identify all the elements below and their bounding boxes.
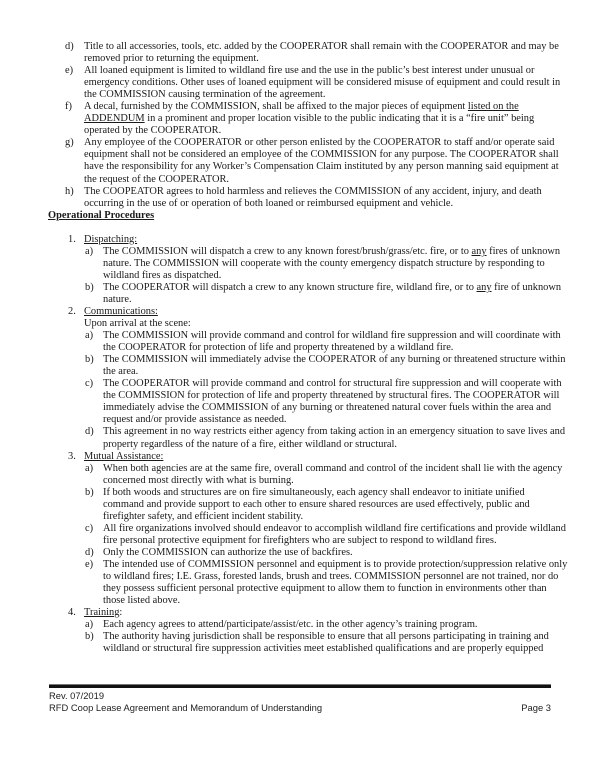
clause-label: e) bbox=[65, 65, 74, 77]
item-text: The COMMISSION will provide command and control for wildland fire suppression and will coordinate with the COOPERATOR for protection of life and property threatened by a wildland fire. bbox=[103, 330, 561, 354]
mutual-item-e bbox=[48, 559, 568, 607]
section-heading: Operational Procedures bbox=[48, 209, 155, 221]
section-title-suffix: : bbox=[119, 607, 123, 619]
clause-label: h) bbox=[65, 185, 74, 197]
communications-item-b bbox=[48, 354, 568, 378]
clause-label: f) bbox=[65, 101, 72, 113]
item-text: The authority having jurisdiction shall be responsible to ensure that all persons participating in training and wildland or structural fire suppression activities meet established qualifications and are properly equipped bbox=[103, 631, 549, 655]
item-label: d) bbox=[85, 426, 94, 438]
item-text: The intended use of COMMISSION personnel and equipment is to provide protection/suppression relative only to wildland fires; I.E. Grass, forested lands, brush and trees. COMMISSION personnel are not trained, nor do they possess sufficient personal protective equipment to allow them to function in environments other than those listed above. bbox=[103, 558, 568, 607]
item-underlined-text: any bbox=[471, 245, 487, 257]
document-body bbox=[48, 41, 568, 655]
item-label: a) bbox=[85, 330, 94, 342]
item-text: All fire organizations involved should endeavor to accomplish wildland fire certifications and provide wildland fire personal protective equipment for firefighters who are subject to respond to wildland fires. bbox=[103, 522, 566, 546]
item-label: a) bbox=[85, 462, 94, 474]
footer-revision: Rev. 07/2019 bbox=[49, 690, 105, 701]
footer-divider bbox=[49, 685, 551, 688]
item-label: c) bbox=[85, 522, 94, 534]
clause-e bbox=[48, 65, 568, 101]
item-label: b) bbox=[85, 486, 94, 498]
section-title: Dispatching: bbox=[84, 233, 138, 245]
item-text: The COMMISSION will immediately advise the COOPERATOR of any burning or threatened structure within the area. bbox=[103, 354, 566, 378]
item-text: The COOPERATOR will provide command and control for structural fire suppression and will cooperate with the COMMISSION for protection of life and property threatened by structural fires. The COOPERATOR will immediately advise the COMMISSION of any burning or threatened natural cover fuels within the area and request and/or provide assistance as needed. bbox=[103, 378, 562, 426]
item-label: c) bbox=[85, 378, 94, 390]
communications-item-d bbox=[48, 426, 568, 450]
item-text: When both agencies are at the same fire, overall command and control of the incident shall lie with the agency concerned most directly with what is burning. bbox=[103, 462, 563, 486]
item-label: e) bbox=[85, 558, 94, 570]
item-text: fires of unknown nature. The COMMISSION will cooperate with the county emergency dispatch structure by responding to wildland fires as dispatched. bbox=[103, 245, 561, 281]
clause-text: Title to all accessories, tools, etc. added by the COOPERATOR shall remain with the COOPERATOR and may be removed prior to returning the equipment. bbox=[84, 41, 559, 65]
item-label: d) bbox=[85, 546, 94, 558]
clause-g bbox=[48, 137, 568, 185]
clause-underlined-text: listed on the ADDENDUM bbox=[84, 101, 519, 125]
section-communications bbox=[48, 306, 568, 318]
training-item-a bbox=[48, 619, 568, 631]
section-number: 3. bbox=[68, 450, 76, 462]
dispatching-item-a bbox=[48, 246, 568, 282]
communications-item-c bbox=[48, 378, 568, 426]
mutual-item-a bbox=[48, 463, 568, 487]
clause-text: The COOPEATOR agrees to hold harmless and relieves the COMMISSION of any accident, injury, and death occurring in the use of or operation of both loaned or reimbursed equipment and vehicle. bbox=[84, 185, 542, 209]
item-label: b) bbox=[85, 631, 94, 643]
section-training bbox=[48, 607, 568, 619]
clause-label: d) bbox=[65, 41, 74, 52]
dispatching-item-b bbox=[48, 282, 568, 306]
item-text: Each agency agrees to attend/participate/assist/etc. in the other agency’s training program. bbox=[103, 619, 478, 631]
item-text: Only the COMMISSION can authorize the use of backfires. bbox=[103, 546, 353, 558]
page-footer bbox=[49, 690, 551, 714]
page-number: Page 3 bbox=[521, 702, 551, 713]
footer-title: RFD Coop Lease Agreement and Memorandum of Understanding bbox=[49, 702, 323, 713]
training-item-b bbox=[48, 631, 568, 655]
section-title: Mutual Assistance: bbox=[84, 450, 164, 462]
clause-text: in a prominent and proper location visible to the public indicating that it is a “fire unit” being operated by the COOPERATOR. bbox=[84, 113, 535, 137]
section-title: Training bbox=[84, 607, 120, 619]
clause-text: A decal, furnished by the COMMISSION, shall be affixed to the major pieces of equipment bbox=[84, 101, 468, 113]
section-title: Communications: bbox=[84, 305, 158, 317]
clause-d bbox=[48, 41, 568, 65]
item-text: The COMMISSION will dispatch a crew to any known forest/brush/grass/etc. fire, or to bbox=[103, 245, 472, 257]
item-label: a) bbox=[85, 245, 94, 257]
item-text: This agreement in no way restricts either agency from taking action in an emergency situation to save lives and property regardless of the nature of a fire, either wildland or structural. bbox=[103, 426, 566, 450]
clause-f bbox=[48, 101, 568, 137]
section-dispatching bbox=[48, 234, 568, 246]
mutual-item-c bbox=[48, 523, 568, 547]
mutual-item-b bbox=[48, 487, 568, 523]
clause-label: g) bbox=[65, 137, 74, 149]
item-label: a) bbox=[85, 619, 94, 631]
communications-item-a bbox=[48, 330, 568, 354]
section-mutual-assistance bbox=[48, 451, 568, 463]
item-text: If both woods and structures are on fire simultaneously, each agency shall endeavor to initiate unified command and provide support to each other to ensure shared resources are used effectively, public and firefighter safety, and efficient incident stability. bbox=[103, 486, 530, 522]
clause-text: Any employee of the COOPERATOR or other person enlisted by the COOPERATOR to staff and/or operate said equipment shall not be considered an employee of the COMMISSION for any purpose. The COOPERATOR shall have the responsibility for any Worker’s Compensation Claim instituted by any person manning said equipment at the request of the COOPERATOR. bbox=[84, 137, 559, 185]
item-label: b) bbox=[85, 281, 94, 293]
item-text: fire of unknown nature. bbox=[103, 281, 562, 305]
section-number: 4. bbox=[68, 607, 76, 619]
item-text: The COOPERATOR will dispatch a crew to any known structure fire, wildland fire, or to bbox=[103, 281, 477, 293]
section-intro: Upon arrival at the scene: bbox=[84, 318, 191, 330]
section-number: 1. bbox=[68, 233, 76, 245]
section-number: 2. bbox=[68, 305, 76, 317]
clause-text: All loaned equipment is limited to wildland fire use and the use in the public’s best interest under unusual or emergency conditions. Other uses of loaned equipment will be considered misuse of equipment and could result in the COMMISSION causing termination of the agreement. bbox=[84, 65, 561, 101]
clause-h bbox=[48, 186, 568, 210]
mutual-item-d bbox=[48, 547, 568, 559]
item-underlined-text: any bbox=[476, 281, 492, 293]
item-label: b) bbox=[85, 354, 94, 366]
